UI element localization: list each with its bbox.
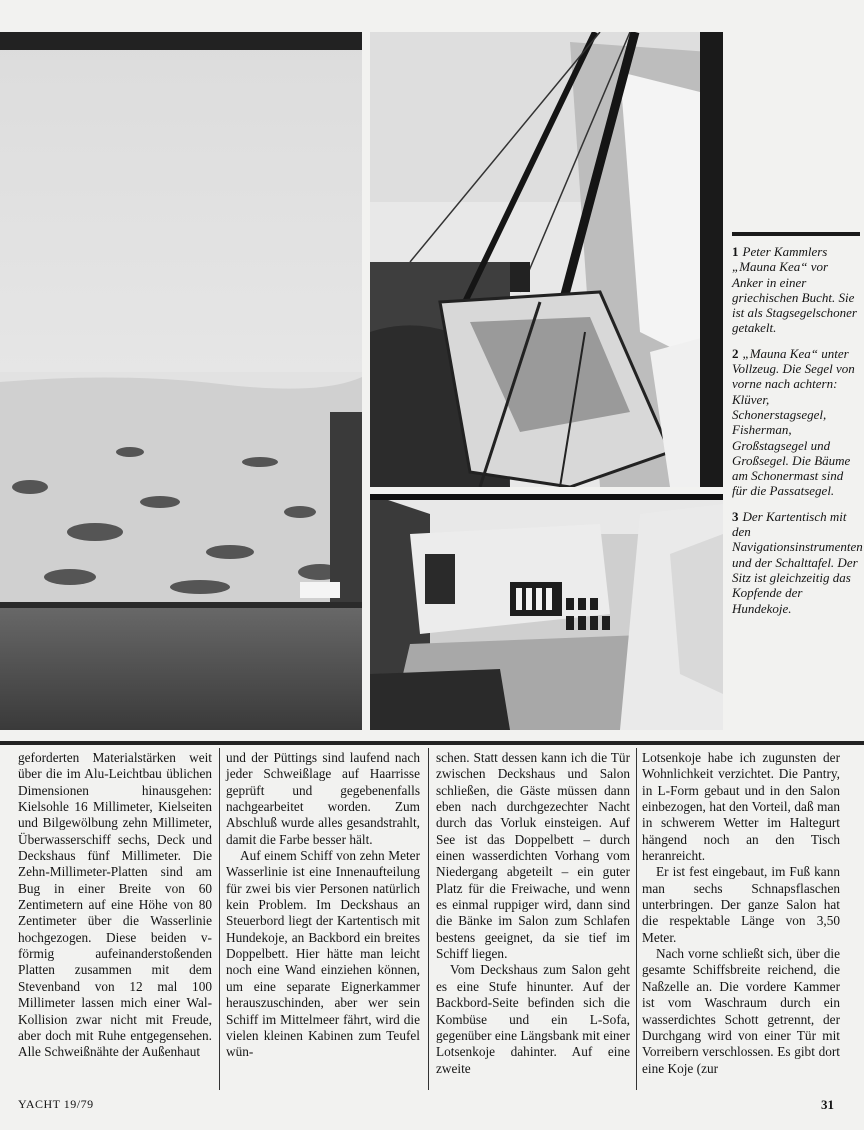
- photo-anchorage: [0, 32, 362, 730]
- paragraph: Lotsenkoje habe ich zugunsten der Wohnlichkeit verzichtet. Die Pantry, in L-Form gebaut und in den Salon einbezogen, hat den Vorteil, daß man in schwerem Wetter im Haltegurt hängend noch an den Tisch heranreicht.: [642, 750, 840, 864]
- column-divider: [219, 748, 220, 1090]
- caption-3: 3 Der Kartentisch mit den Navigationsinstrumenten und der Schalttafel. Der Sitz ist gleichzeitig das Kopfende der Hundekoje.: [732, 508, 863, 616]
- caption-1: 1 Peter Kammlers „Mauna Kea“ vor Anker in einer griechischen Bucht. Sie ist als Stagsegelschoner getakelt.: [732, 244, 857, 336]
- paragraph: schen. Statt dessen kann ich die Tür zwischen Deckshaus und Salon schließen, die Gäste müssen dann eben nach durchgezechter Nacht durch das Vorluk einsteigen. Auf See ist das Doppelbett – durch einen wasserdichten Vorhang vom Niedergang abgeteilt – ein guter Platz für die Freiwache, und wenn es einmal ruppiger wird, dann sind die Bänke im Salon zum Schlafen bestens geeignet, da sie tief im Schiff liegen.: [436, 750, 630, 962]
- section-rule: [0, 741, 864, 745]
- column-divider: [636, 748, 637, 1090]
- page-number: 31: [821, 1097, 834, 1112]
- paragraph: und der Püttings sind laufend nach jeder Schweißlage auf Haarrisse geprüft und gegebenenfalls nachgearbeitet worden. Zum Abschluß wurde alles gesandstrahlt, damit die Farbe besser hält.: [226, 750, 420, 847]
- paragraph: geforderten Materialstärken weit über die im Alu-Leichtbau üblichen Dimensionen hinausgehen: Kielsohle 16 Millimeter, Kielseiten und Bilgewölbung zehn Millimeter, Überwasserschiff sechs, Deck und Deckshaus fünf Millimeter. Die Zehn-Millimeter-Platten sind am Bug in einer Breite von 60 Zentimetern auf eine Höhe von 80 Zentimeter über die Wasserlinie hochgezogen. Diese beiden v-förmig aufeinanderstoßenden Platten zusammen mit dem Stevenband von 12 mal 100 Millimeter lassen mich einer Wal-Kollision zwar nicht mit Freude, aber doch mit Ruhe entgegensehen. Alle Schweißnähte der Außenhaut: [18, 750, 212, 1060]
- photo-chart-table: [370, 494, 723, 730]
- photo-captions: [732, 232, 863, 626]
- paragraph: Er ist fest eingebaut, im Fuß kann man sechs Schnapsflaschen unterbringen. Der ganze Salon hat die respektable Länge von 3,50 Meter.: [642, 864, 840, 945]
- text-column-4: [642, 750, 840, 1077]
- column-divider: [428, 748, 429, 1090]
- paragraph: Vom Deckshaus zum Salon geht es eine Stufe hinunter. Auf der Backbord-Seite befinden sich die Kombüse und ein L-Sofa, gegenüber eine Längsbank mit einer Lotsenkoje dahinter. Auf eine zweite: [436, 962, 630, 1076]
- text-column-3: [436, 750, 630, 1077]
- paragraph: Nach vorne schließt sich, über die gesamte Schiffsbreite reichend, die Naßzelle an. Die vordere Kammer ist vom Waschraum durch ein wasserdichtes Schott getrennt, der Durchgang wird von einer Tür mit Vorreibern verschlossen. Es gibt dort eine Koje (zur: [642, 946, 840, 1076]
- text-column-2: [226, 750, 420, 1061]
- caption-rule: [732, 232, 860, 236]
- paragraph: Auf einem Schiff von zehn Meter Wasserlinie ist eine Innenaufteilung für zwei bis vier Personen natürlich kein Problem. Im Deckshaus an Steuerbord liegt der Kartentisch mit Hundekoje, an Backbord ein breites Doppelbett. Hier hätte man leicht noch eine Wand einziehen können, um eine separate Eignerkammer herauszuschinden, aber wer sein Schiff im Mittelmeer fährt, wird die vielen kleinen Kabinen zum Teufel wün-: [226, 848, 420, 1060]
- magazine-issue: YACHT 19/79: [18, 1097, 94, 1111]
- photo-schooner-under-sail: [370, 32, 723, 487]
- text-column-1: [18, 750, 212, 1061]
- caption-2: 2 „Mauna Kea“ unter Vollzeug. Die Segel von vorne nach achtern: Klüver, Schonerstagsegel, Fisherman, Großstagsegel und Großsegel. Die Bäume am Schonermast sind für die Passatsegel.: [732, 345, 855, 499]
